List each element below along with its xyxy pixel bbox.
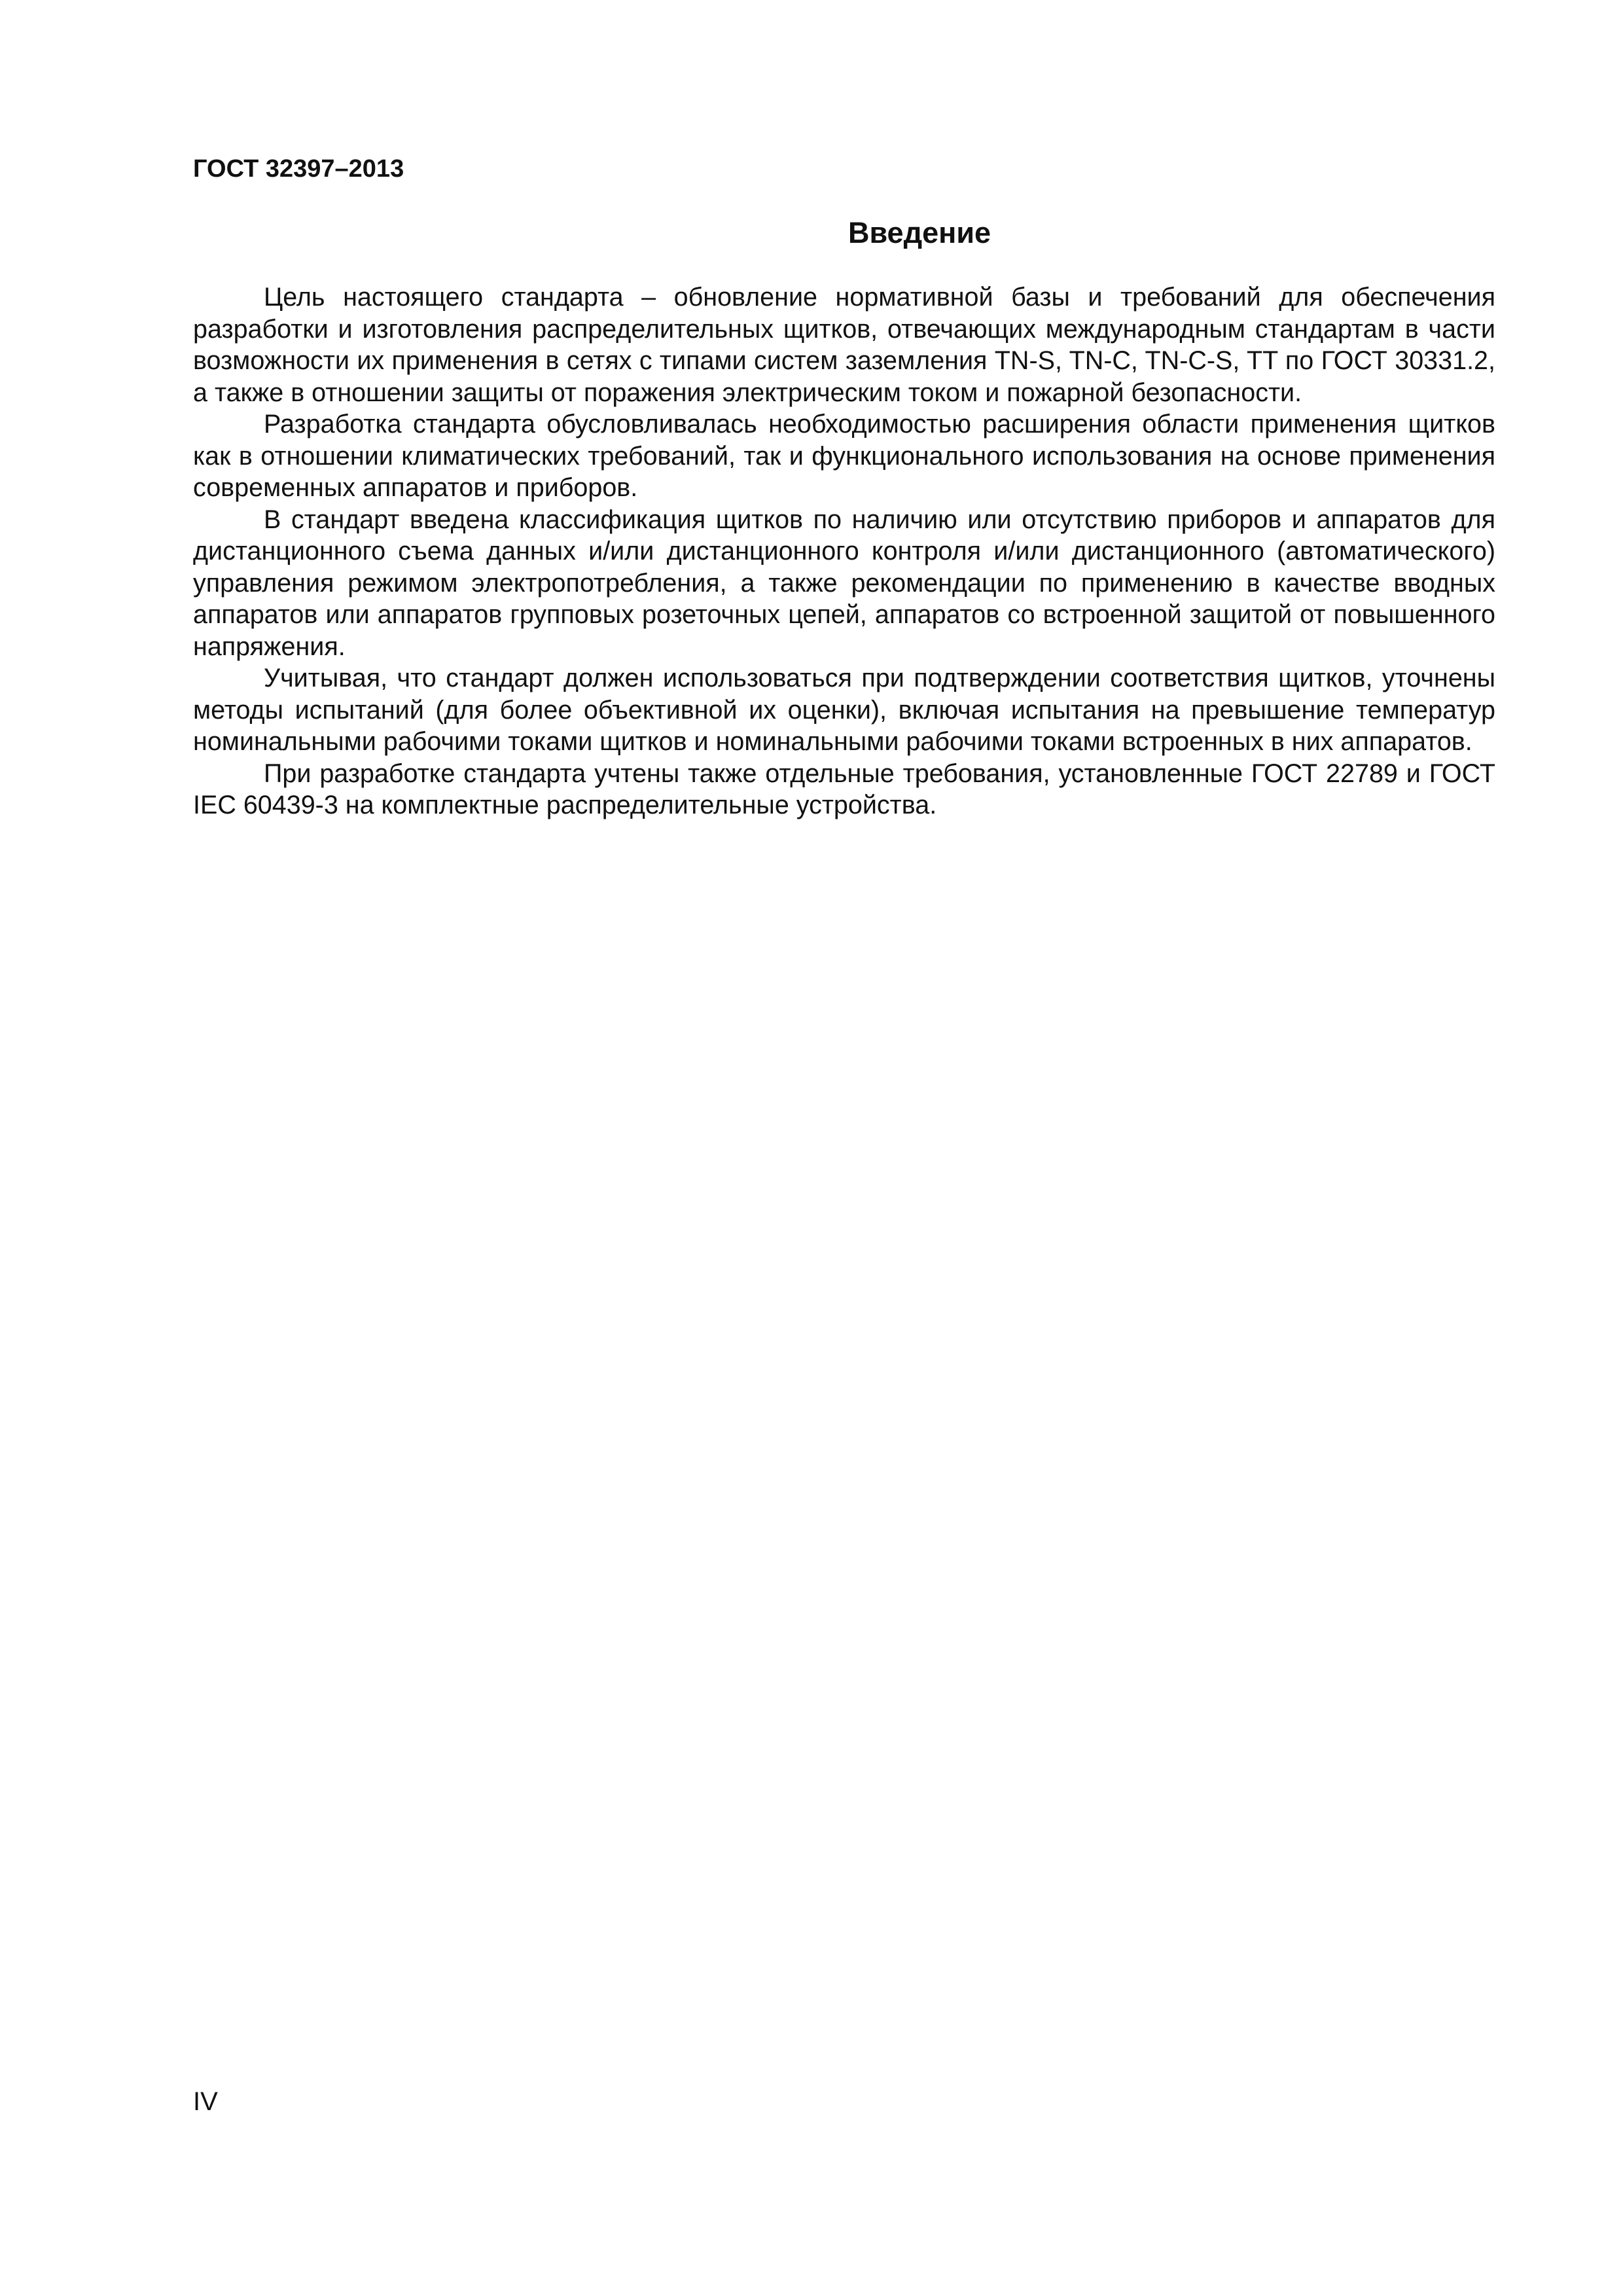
introduction-body bbox=[193, 281, 1495, 821]
paragraph: Разработка стандарта обусловливалась необходимостью расширения области применения щитков как в отношении климатических требований, так и функционального использования на основе применения современных аппаратов и приборов. bbox=[193, 410, 1495, 502]
paragraph: При разработке стандарта учтены также отдельные требования, установленные ГОСТ 22789 и ГОСТ IEC 60439-3 на комплектные распределительные устройства. bbox=[193, 759, 1495, 819]
paragraph: Учитывая, что стандарт должен использоваться при подтверждении соответствия щитков, уточнены методы испытаний (для более объективной их оценки), включая испытания на превышение температур номинальными рабочими токами щитков и номинальными рабочими токами встроенных в них аппаратов. bbox=[193, 664, 1495, 756]
paragraph: В стандарт введена классификация щитков по наличию или отсутствию приборов и аппаратов для дистанционного съема данных и/или дистанционного контроля и/или дистанционного (автоматического) управления режимом электропотребления, а также рекомендации по применению в качестве вводных аппаратов или аппаратов групповых розеточных цепей, аппаратов со встроенной защитой от повышенного напряжения. bbox=[193, 505, 1495, 661]
standard-code: ГОСТ 32397–2013 bbox=[193, 155, 404, 183]
section-title: Введение bbox=[847, 216, 991, 249]
page-number: IV bbox=[193, 2087, 218, 2116]
paragraph: Цель настоящего стандарта – обновление нормативной базы и требований для обеспечения разработки и изготовления распределительных щитков, отвечающих международным стандартам в части возможности их применения в сетях с типами систем заземления TN-S, TN-C, TN-C-S, TT по ГОСТ 30331.2, а также в отношении защиты от поражения электрическим током и пожарной безопасности. bbox=[193, 283, 1495, 407]
